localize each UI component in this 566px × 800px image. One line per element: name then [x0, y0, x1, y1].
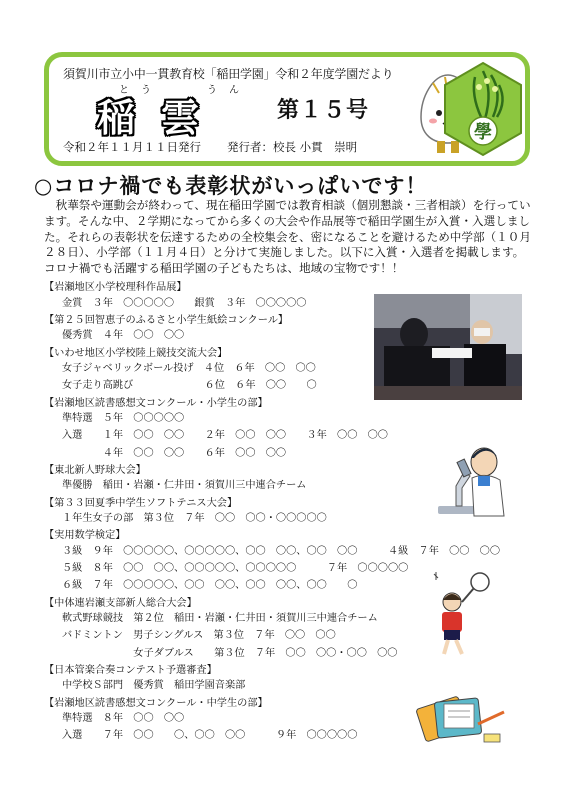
award-category: 【日本管楽合奏コンテスト予選審査】: [44, 664, 217, 676]
notebooks-illustration: [414, 684, 510, 750]
microscope-scientist-illustration: [434, 436, 510, 520]
award-category: 【岩瀬地区読書感想文コンクール・小学生の部】: [44, 397, 268, 409]
school-line: 須賀川市立小中一貫教育校「稲田学園」令和２年度学園だより: [63, 67, 394, 81]
award-entry: 中学校Ｓ部門 優秀賞 稲田学園音楽部: [62, 680, 246, 692]
award-entry: 準特選 ５年 〇〇〇〇〇: [62, 413, 185, 425]
ruby-1: と: [119, 85, 129, 96]
award-entry: 優秀賞 ４年 〇〇 〇〇: [62, 330, 185, 342]
school-emblem-icon: [441, 61, 525, 157]
award-entry: 女子ダブルス 第３位 ７年 〇〇 〇〇・〇〇 〇〇: [62, 647, 398, 659]
award-category: 【岩瀬地区小学校理科作品展】: [44, 282, 187, 293]
award-entry: 女子ジャベリックボール投げ ４位 ６年 〇〇 〇〇: [62, 363, 316, 375]
ruby-2: う: [141, 85, 151, 96]
award-entry: ４年 〇〇 〇〇 ６年 〇〇 〇〇: [62, 447, 287, 459]
newsletter-title: 稲雲: [97, 95, 226, 140]
award-entry: 軟式野球競技 第２位 稲田・岩瀬・仁井田・須賀川三中連合チーム: [62, 613, 378, 625]
issue-date: 令和２年１１月１１日発行: [63, 140, 201, 154]
ruby-4: ん: [229, 85, 239, 96]
award-entry: ５級 ８年 〇〇 〇〇、〇〇〇〇〇、〇〇〇〇〇 ７年 〇〇〇〇〇: [62, 563, 409, 575]
emblem-text: 學: [474, 122, 492, 143]
award-category: 【いわせ地区小学校陸上競技交流大会】: [44, 347, 228, 359]
award-ceremony-photo: [374, 294, 522, 400]
award-entry: 準特選 ８年 〇〇 〇〇: [62, 713, 185, 725]
newsletter-header: [44, 52, 530, 166]
award-entry: バドミントン 男子シングルス 第３位 ７年 〇〇 〇〇: [62, 630, 336, 642]
publisher: 発行者：校長 小貫 崇明: [227, 140, 358, 154]
body-paragraph: [44, 198, 534, 277]
award-entry: 入選 １年 〇〇 〇〇 ２年 〇〇 〇〇 ３年 〇〇 〇〇: [62, 430, 388, 442]
issue-number: 第１５号: [277, 98, 370, 123]
award-category: 【第２５回智恵子のふるさと小学生紙絵コンクール】: [44, 314, 289, 326]
award-entry: 金賞 ３年 〇〇〇〇〇 銀賞 ３年 〇〇〇〇〇: [62, 297, 307, 309]
award-entry: 準優勝 稲田・岩瀬・仁井田・須賀川三中連合チーム: [62, 480, 307, 492]
award-category: 【東北新人野球大会】: [44, 464, 146, 476]
award-category: 【実用数学検定】: [44, 530, 126, 542]
award-entry: 女子走り高跳び ６位 ６年 〇〇 〇: [62, 380, 317, 392]
award-category: 【中体連岩瀬支部新人総合大会】: [44, 597, 197, 609]
award-entry: １年生女子の部 第３位 ７年 〇〇 〇〇・〇〇〇〇〇: [62, 513, 327, 525]
award-entry: 入選 ７年 〇〇 〇、〇〇 〇〇 ９年 〇〇〇〇〇: [62, 730, 358, 742]
headline: ○コロナ禍でも表彰状がいっぱいです！: [34, 174, 428, 198]
ruby-3: う: [207, 85, 217, 96]
award-category: 【第３３回夏季中学生ソフトテニス大会】: [44, 497, 238, 509]
badminton-player-illustration: [428, 568, 492, 658]
award-category: 【岩瀬地区読書感想文コンクール・中学生の部】: [44, 697, 268, 709]
award-entry: ３級 ９年 〇〇〇〇〇、〇〇〇〇〇、〇〇 〇〇、〇〇 〇〇 ４級 ７年 〇〇 〇〇: [62, 546, 501, 557]
award-entry: ６級 ７年 〇〇〇〇〇、〇〇 〇〇、〇〇 〇〇、〇〇 〇: [62, 580, 358, 592]
body-text: 秋華祭や運動会が終わって、現在稲田学園では教育相談（個別懇談・三者相談）を行っています。そんな中、２学期になってから多くの大会や作品展等で稲田学園生が入賞・入選しました。それらの表彰状を伝達するための全校集会を、密になることを避けるため中学部（１０月２８日）、小学部（１１月４日）と分けて実施しました。以下に入賞・入選者を掲載します。コロナ禍でも活躍する稲田学園の子どもたちは、地域の宝物です！！: [44, 198, 531, 276]
